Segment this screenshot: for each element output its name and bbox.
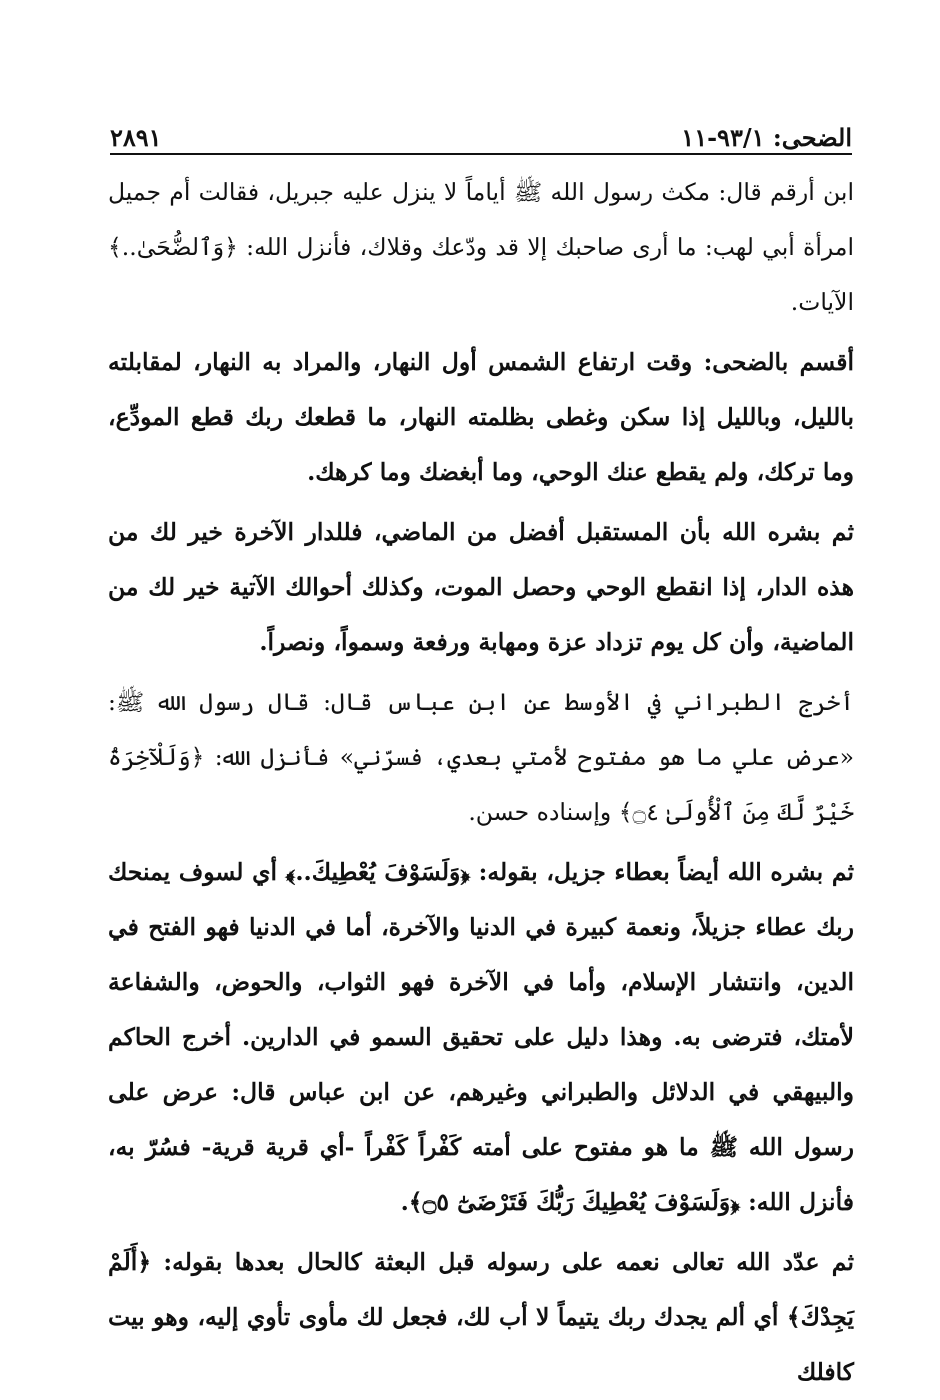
paragraph-2: أقسم بالضحى: وقت ارتفاع الشمس أول النهار، والمراد به النهار، لمقابلته بالليل، وبالليل إذا سكن وغطى بظلمته النهار، ما قطعك ربك قطع المودِّع، وما تركك، ولم يقطع عنك الوحي، وما أبغضك وما كرهك.	[108, 348, 854, 486]
paragraph-1: ابن أرقم قال: مكث رسول الله ﷺ أياماً لا ينزل عليه جبريل، فقالت أم جميل امرأة أبي لهب: ما أرى صاحبك إلا قد ودّعك وقلاك، فأنزل الله: ﴿وَٱلضُّحَىٰ..﴾ الآيات.	[108, 178, 854, 316]
paragraph-6: ثم عدّد الله تعالى نعمه على رسوله قبل البعثة كالحال بعدها بقوله: ﴿أَلَمْ يَجِدْكَ﴾ أي ألم يجدك ربك يتيماً لا أب لك، فجعل لك مأوى تأوي إليه، وهو بيت كافلك	[108, 1248, 854, 1386]
page-body	[108, 165, 854, 1400]
paragraph-5: ثم بشره الله أيضاً بعطاء جزيل، بقوله: ﴿وَلَسَوْفَ يُعْطِيكَ..﴾ أي لسوف يمنحك ربك عطاء جزيلاً، ونعمة كبيرة في الدنيا والآخرة، أما في الدنيا فهو الفتح في الدين، وانتشار الإسلام، وأما في الآخرة فهو الثواب، والحوض، والشفاعة لأمتك، فترضى به. وهذا دليل على تحقيق السمو في الدارين. أخرج الحاكم والبيهقي في الدلائل والطبراني وغيرهم، عن ابن عباس قال: عرض على رسول الله ﷺ ما هو مفتوح على أمته كَفْراً كَفْراً -أي قرية قرية- فسُرّ به، فأنزل الله: ﴿وَلَسَوْفَ يُعْطِيكَ رَبُّكَ فَتَرْضَىٰٓ ۝٥﴾.	[108, 858, 854, 1216]
page-header	[110, 110, 852, 152]
paragraph-4: أخرج الطبراني في الأوسط عن ابن عباس قال: قال رسول الله ﷺ: «عرض علي ما هو مفتوح لأمتي بعدي، فسرّني» فأنزل الله: ﴿وَلَلْآخِرَةُ خَيْرٌ لَّكَ مِنَ ٱلْأُولَىٰ ۝٤﴾ وإسناده حسن.	[108, 688, 854, 826]
paragraph-3: ثم بشره الله بأن المستقبل أفضل من الماضي، فللدار الآخرة خير لك من هذه الدار، إذا انقطع الوحي وحصل الموت، وكذلك أحوالك الآتية خير لك من الماضية، وأن كل يوم تزداد عزة ومهابة ورفعة وسمواً، ونصراً.	[108, 518, 854, 656]
page-number: ٢٨٩١	[110, 123, 162, 152]
surah-reference: الضحى: ٩٣/١-١١	[681, 123, 852, 152]
header-divider	[110, 153, 852, 155]
